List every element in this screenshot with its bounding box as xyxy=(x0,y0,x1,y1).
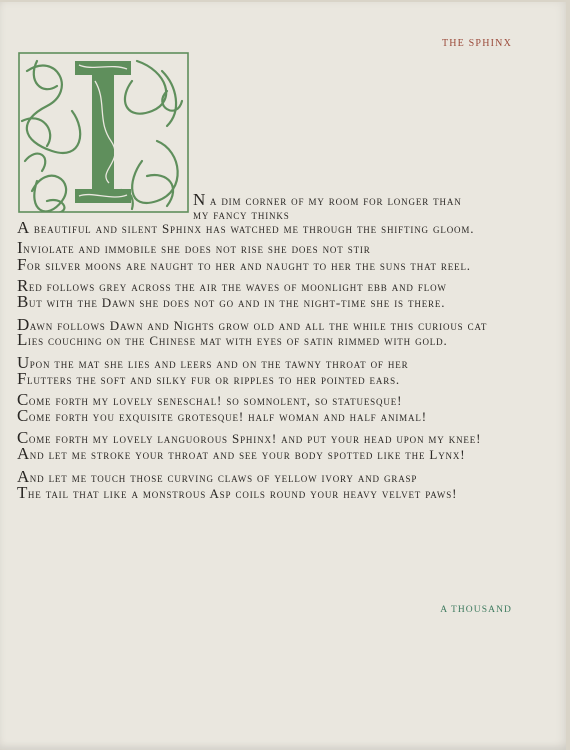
verse-line: Come forth my lovely languorous Sphinx! and put your head upon my knee! xyxy=(17,428,482,447)
verse-line: Lies couching on the Chinese mat with eyes of satin rimmed with gold. xyxy=(17,330,448,349)
verse-line: Come forth you exquisite grotesque! half woman and half animal! xyxy=(17,406,427,425)
verse-line: But with the Dawn she does not go and in the night-time she is there. xyxy=(17,292,446,311)
verse-line: N a dim corner of my room for longer than xyxy=(193,190,462,209)
verse-line: Flutters the soft and silky fur or ripples to her pointed ears. xyxy=(17,369,401,388)
running-head: THE SPHINX xyxy=(441,38,512,49)
verse-line: Red follows grey across the air the waves of moonlight ebb and flow xyxy=(17,276,447,295)
verse-line: Come forth my lovely seneschal! so somnolent, so statuesque! xyxy=(17,390,403,409)
verse-line: For silver moons are naught to her and naught to her the suns that reel. xyxy=(17,255,471,274)
verse-line: my fancy thinks xyxy=(193,207,290,222)
page-top-edge xyxy=(0,0,570,2)
verse-line: A beautiful and silent Sphinx has watched me through the shifting gloom. xyxy=(17,218,475,237)
catchword: A THOUSAND xyxy=(440,605,512,615)
verse-line: Upon the mat she lies and leers and on the tawny throat of her xyxy=(17,353,409,372)
verse-line: The tail that like a monstrous Asp coils round your heavy velvet paws! xyxy=(17,483,458,502)
verse-line: And let me stroke your throat and see your body spotted like the Lynx! xyxy=(17,444,466,463)
verse-line: And let me touch those curving claws of yellow ivory and grasp xyxy=(17,467,418,486)
page-right-edge xyxy=(566,0,570,750)
verse-line: Inviolate and immobile she does not rise she does not stir xyxy=(17,238,371,257)
verse-line: Dawn follows Dawn and Nights grow old and all the while this curious cat xyxy=(17,315,488,334)
decorated-initial-letter xyxy=(17,51,190,214)
